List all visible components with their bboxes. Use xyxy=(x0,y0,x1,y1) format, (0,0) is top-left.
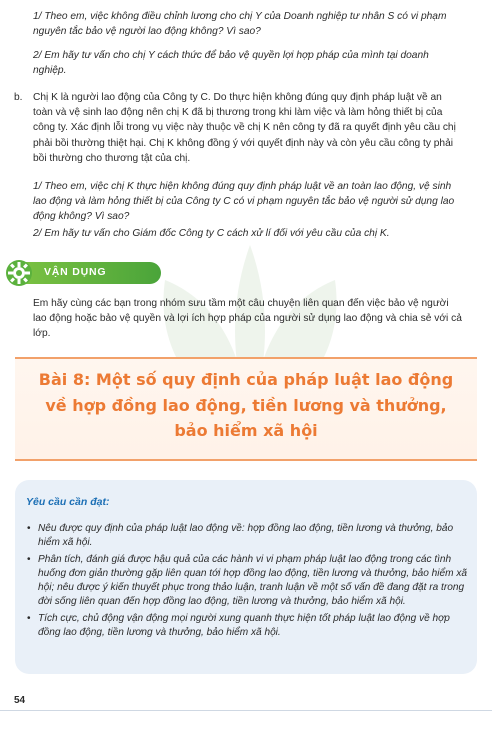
question-2: 2/ Em hãy tư vấn cho chị Y cách thức để bảo vệ quyền lợi hợp pháp của mình tại doanh nghiệp. xyxy=(33,50,429,77)
page-number: 54 xyxy=(14,695,26,706)
case-b-text: Chị K là người lao động của Công ty C. Do thực hiện không đúng quy định pháp luật về an toàn và vệ sinh lao động nên chị K đã bị thương trong khi làm việc và làm hỏng thiết bị của công ty. Xác định lỗi trong vụ việc này thuộc về chị K nên công ty đã ra quyết định yêu cầu chị phải bồi thường thiệt hại. Chị K không đồng ý với quyết định này và còn yêu cầu công ty phải bồi thường cho thương tật của chị. xyxy=(33,92,456,164)
lesson-title-line-1: Bài 8: Một số quy định của pháp luật lao động xyxy=(38,370,454,389)
gear-badge-icon xyxy=(4,258,34,288)
list-item: • Phân tích, đánh giá được hậu quả của các hành vi vi phạm pháp luật lao động trong các tình huống đơn giản thường gặp liên quan tới hợp đồng lao động, tiền lương và thưởng, bảo hiểm xã hội; nêu được ý kiến thuyết phục trong thảo luận, tranh luận về một số vấn đề đang đặt ra trong đời sống liên quan đến hợp đồng lao động, tiền lương và thưởng, bảo hiểm xã hội. xyxy=(27,553,468,608)
list-item: • Tích cực, chủ động vận động mọi người xung quanh thực hiện tốt pháp luật lao động về hợp đồng lao động, tiền lương và thưởng, bảo hiểm xã hội. xyxy=(27,612,450,639)
requirements-title: Yêu cầu cần đạt: xyxy=(26,496,110,508)
bullet-icon: • xyxy=(27,553,31,565)
lesson-title xyxy=(15,367,477,444)
van-dung-title: VẬN DỤNG xyxy=(44,266,107,278)
bullet-icon: • xyxy=(27,523,31,534)
lesson-title-line-2: về hợp đồng lao động, tiền lương và thưởng, xyxy=(45,395,447,415)
case-b-question-1: 1/ Theo em, việc chị K thực hiện không đúng quy định pháp luật về an toàn lao động, vệ sinh lao động và làm hỏng thiết bị của Công ty C có vi phạm nguyên tắc bảo vệ người sử dụng lao động không? Vì sao? xyxy=(33,181,455,223)
requirements-list xyxy=(27,522,467,642)
question-1: 1/ Theo em, việc không điều chỉnh lương cho chị Y của Doanh nghiệp tư nhân S có vi phạm nguyên tắc bảo vệ người lao động không? Vì sao? xyxy=(33,11,447,38)
van-dung-text: Em hãy cùng các bạn trong nhóm sưu tầm một câu chuyện liên quan đến việc bảo vệ người lao động hoặc bảo vệ quyền và lợi ích hợp pháp của người sử dụng lao động và chia sẻ với cả lớp. xyxy=(33,298,462,340)
lesson-title-line-3: bảo hiểm xã hội xyxy=(174,421,318,440)
case-b-label: b. xyxy=(14,92,23,103)
bullet-icon: • xyxy=(27,612,31,624)
case-b-question-2: 2/ Em hãy tư vấn cho Giám đốc Công ty C cách xử lí đối với yêu cầu của chị K. xyxy=(33,228,390,239)
list-item: • Nêu được quy định của pháp luật lao động về: hợp đồng lao động, tiền lương và thưởng, bảo hiểm xã hội. xyxy=(27,523,454,549)
bottom-divider xyxy=(0,710,492,711)
